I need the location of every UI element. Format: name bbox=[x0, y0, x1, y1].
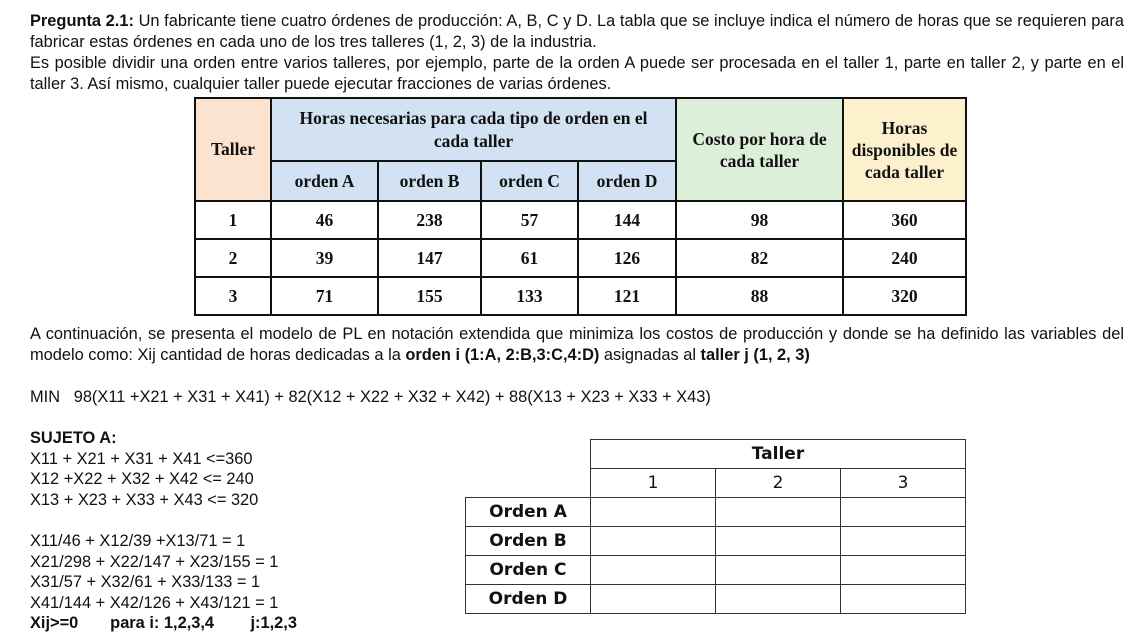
problem-intro: Un fabricante tiene cuatro órdenes de producción: A, B, C y D. La tabla que se incluye indica el número de horas que se requieren para fabricar estas órdenes en cada uno de los tres talleres (1, 2, 3) de la industria. bbox=[30, 12, 1124, 51]
grid-row-orden-a: Orden A bbox=[466, 498, 591, 527]
cell-disponibles: 320 bbox=[843, 277, 966, 315]
cell-costo: 88 bbox=[676, 277, 843, 315]
grid-cell[interactable] bbox=[841, 527, 966, 556]
capacity-constraint: X11 + X21 + X31 + X41 <=360 bbox=[30, 449, 253, 468]
grid-row-orden-c: Orden C bbox=[466, 556, 591, 585]
problem-paragraph-2: Es posible dividir una orden entre varios talleres, por ejemplo, parte de la orden A puede ser procesada en el taller 1, parte en taller 2, y parte en el taller 3. Así mismo, cualquier taller puede ejecutar fracciones de varias órdenes. bbox=[30, 54, 1124, 93]
header-orden-c: orden C bbox=[481, 161, 578, 201]
cell-hours: 61 bbox=[481, 239, 578, 277]
grid-corner bbox=[466, 440, 591, 469]
grid-header-taller: Taller bbox=[591, 440, 966, 469]
grid-cell[interactable] bbox=[716, 585, 841, 614]
grid-row bbox=[466, 585, 966, 614]
grid-cell[interactable] bbox=[716, 556, 841, 585]
cell-hours: 144 bbox=[578, 201, 676, 239]
grid-cell[interactable] bbox=[591, 556, 716, 585]
header-costo: Costo por hora de cada taller bbox=[676, 98, 843, 201]
cell-hours: 238 bbox=[378, 201, 481, 239]
header-orden-b: orden B bbox=[378, 161, 481, 201]
table-row bbox=[195, 277, 966, 315]
grid-cell[interactable] bbox=[591, 585, 716, 614]
cell-hours: 46 bbox=[271, 201, 378, 239]
header-disponibles: Horas disponibles de cada taller bbox=[843, 98, 966, 201]
grid-cell[interactable] bbox=[841, 585, 966, 614]
cell-disponibles: 240 bbox=[843, 239, 966, 277]
cell-taller: 3 bbox=[195, 277, 271, 315]
question-label: Pregunta 2.1: bbox=[30, 12, 134, 30]
grid-cell[interactable] bbox=[716, 527, 841, 556]
model-intro-bold-taller: taller j (1, 2, 3) bbox=[700, 345, 810, 364]
grid-col-3: 3 bbox=[841, 469, 966, 498]
cell-hours: 147 bbox=[378, 239, 481, 277]
grid-cell[interactable] bbox=[716, 498, 841, 527]
cell-hours: 121 bbox=[578, 277, 676, 315]
cell-hours: 57 bbox=[481, 201, 578, 239]
constraints bbox=[30, 428, 297, 634]
table-row bbox=[195, 239, 966, 277]
grid-cell[interactable] bbox=[591, 527, 716, 556]
order-constraint: X41/144 + X42/126 + X43/121 = 1 bbox=[30, 593, 279, 612]
grid-row bbox=[466, 556, 966, 585]
subject-to-label: SUJETO A: bbox=[30, 429, 117, 447]
table-row bbox=[195, 201, 966, 239]
grid-row bbox=[466, 527, 966, 556]
header-orden-d: orden D bbox=[578, 161, 676, 201]
cell-hours: 39 bbox=[271, 239, 378, 277]
grid-cell[interactable] bbox=[841, 556, 966, 585]
cell-taller: 1 bbox=[195, 201, 271, 239]
nonnegativity-constraint: Xij>=0 para i: 1,2,3,4 j:1,2,3 bbox=[30, 614, 297, 633]
model-intro-bold-orden: orden i (1:A, 2:B,3:C,4:D) bbox=[405, 345, 600, 364]
order-constraint: X31/57 + X32/61 + X33/133 = 1 bbox=[30, 573, 261, 592]
capacity-constraint: X13 + X23 + X33 + X43 <= 320 bbox=[30, 490, 259, 509]
cell-disponibles: 360 bbox=[843, 201, 966, 239]
order-constraint: X11/46 + X12/39 +X13/71 = 1 bbox=[30, 531, 246, 550]
model-intro bbox=[30, 324, 1124, 365]
grid-row-orden-b: Orden B bbox=[466, 527, 591, 556]
cell-hours: 126 bbox=[578, 239, 676, 277]
grid-cell[interactable] bbox=[841, 498, 966, 527]
cell-costo: 98 bbox=[676, 201, 843, 239]
cell-hours: 155 bbox=[378, 277, 481, 315]
objective-function: MIN 98(X11 +X21 + X31 + X41) + 82(X12 + X22 + X32 + X42) + 88(X13 + X23 + X33 + X43) bbox=[30, 388, 711, 406]
spacer bbox=[30, 510, 297, 531]
header-taller: Taller bbox=[195, 98, 271, 201]
problem-statement bbox=[30, 11, 1124, 52]
cell-hours: 133 bbox=[481, 277, 578, 315]
grid-cell[interactable] bbox=[591, 498, 716, 527]
header-horas: Horas necesarias para cada tipo de orden en el cada taller bbox=[271, 98, 676, 161]
answer-grid bbox=[465, 439, 966, 614]
model-intro-mid: asignadas al bbox=[599, 345, 701, 364]
order-constraint: X21/298 + X22/147 + X23/155 = 1 bbox=[30, 552, 279, 571]
header-orden-a: orden A bbox=[271, 161, 378, 201]
cell-taller: 2 bbox=[195, 239, 271, 277]
cell-costo: 82 bbox=[676, 239, 843, 277]
grid-row-orden-d: Orden D bbox=[466, 585, 591, 614]
model-intro-text: A continuación, se presenta el modelo de PL en notación extendida que minimiza los costos de producción y donde se ha definido las variables del modelo como: Xij cantidad de horas dedicadas a la bbox=[30, 325, 1124, 364]
grid-row bbox=[466, 498, 966, 527]
hours-table bbox=[194, 97, 967, 316]
grid-col-1: 1 bbox=[591, 469, 716, 498]
grid-col-2: 2 bbox=[716, 469, 841, 498]
cell-hours: 71 bbox=[271, 277, 378, 315]
grid-corner bbox=[466, 469, 591, 498]
capacity-constraint: X12 +X22 + X32 + X42 <= 240 bbox=[30, 470, 254, 489]
